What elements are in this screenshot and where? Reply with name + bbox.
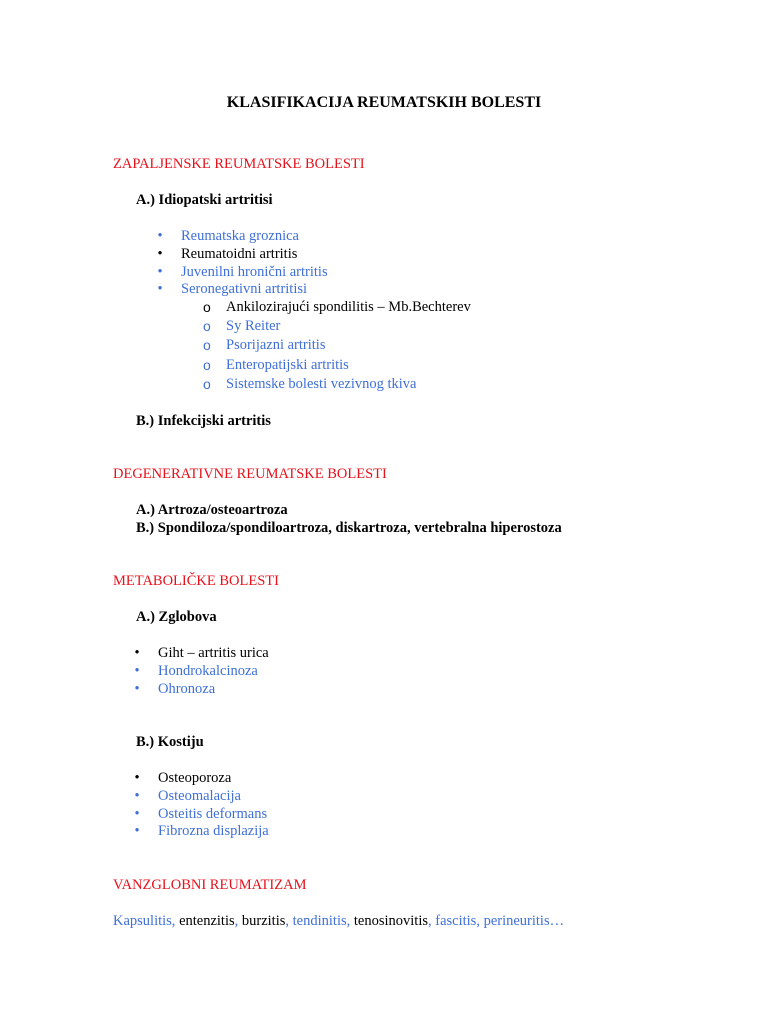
list-item: Ohronoza [158,680,216,697]
bullet-marker: • [134,680,140,697]
inline-term: burzitis [241,913,286,929]
section-heading-metabolicke: METABOLIČKE BOLESTI [113,573,279,589]
bullet-marker: • [134,662,140,679]
bullet-marker: • [134,645,140,661]
sub-bullet-marker: o [203,356,211,373]
bullet-marker: • [134,823,140,840]
subheading-zglobova: A.) Zglobova [136,609,217,625]
list-item: Osteitis deformans [158,805,268,822]
inline-term: Kapsulitis, [113,913,180,929]
bullet-marker: • [157,245,163,262]
sub-list-item: Sistemske bolesti vezivnog tkiva [226,375,417,392]
sub-list-item: Psorijazni artritis [226,337,326,354]
inline-term: entenzitis [179,913,235,929]
sub-list-item: Ankilozirajući spondilitis – Mb.Bechterev [226,299,471,315]
bullet-marker: • [134,805,140,822]
bullet-marker: • [157,263,163,280]
sub-list-item: Enteropatijski artritis [226,356,349,373]
section-heading-zapaljenske: ZAPALJENSKE REUMATSKE BOLESTI [113,156,365,172]
list-item: Reumatska groznica [181,228,299,244]
list-item: Reumatoidni artritis [181,245,298,262]
subheading-kostiju: B.) Kostiju [136,734,204,750]
subheading-infekcijski: B.) Infekcijski artritis [136,413,271,429]
list-item: Juvenilni hronični artritis [181,263,328,280]
line-vanzglobni [113,912,564,930]
bullet-marker: • [134,770,140,786]
section-heading-vanzglobni: VANZGLOBNI REUMATIZAM [113,877,307,893]
bullet-marker: • [157,228,163,244]
section-heading-degenerativne: DEGENERATIVNE REUMATSKE BOLESTI [113,466,387,482]
list-item: Giht – artritis urica [158,645,269,661]
list-item: Seronegativni artritisi [181,281,308,298]
inline-term: , [234,913,242,929]
sub-bullet-marker: o [203,299,211,315]
inline-term: , tendinitis, [285,913,354,929]
list-item: Fibrozna displazija [158,823,269,840]
bullet-marker: • [134,787,140,804]
list-item: Hondrokalcinoza [158,662,258,679]
sub-bullet-marker: o [203,337,211,354]
bullet-marker: • [157,281,163,298]
page-title: KLASIFIKACIJA REUMATSKIH BOLESTI [226,94,542,111]
list-item: Osteoporoza [158,770,232,786]
line-spondiloza: B.) Spondiloza/spondiloartroza, diskartroza, vertebralna hiperostoza [136,520,562,536]
sub-bullet-marker: o [203,318,211,335]
inline-term: tenosinovitis [353,913,428,929]
inline-term: , fascitis, perineuritis… [428,913,565,929]
line-artroza: A.) Artroza/osteoartroza [136,502,288,518]
sub-list-item: Sy Reiter [226,318,281,335]
sub-bullet-marker: o [203,375,211,392]
subheading-idiopatski: A.) Idiopatski artritisi [136,192,273,208]
list-item: Osteomalacija [158,787,241,804]
